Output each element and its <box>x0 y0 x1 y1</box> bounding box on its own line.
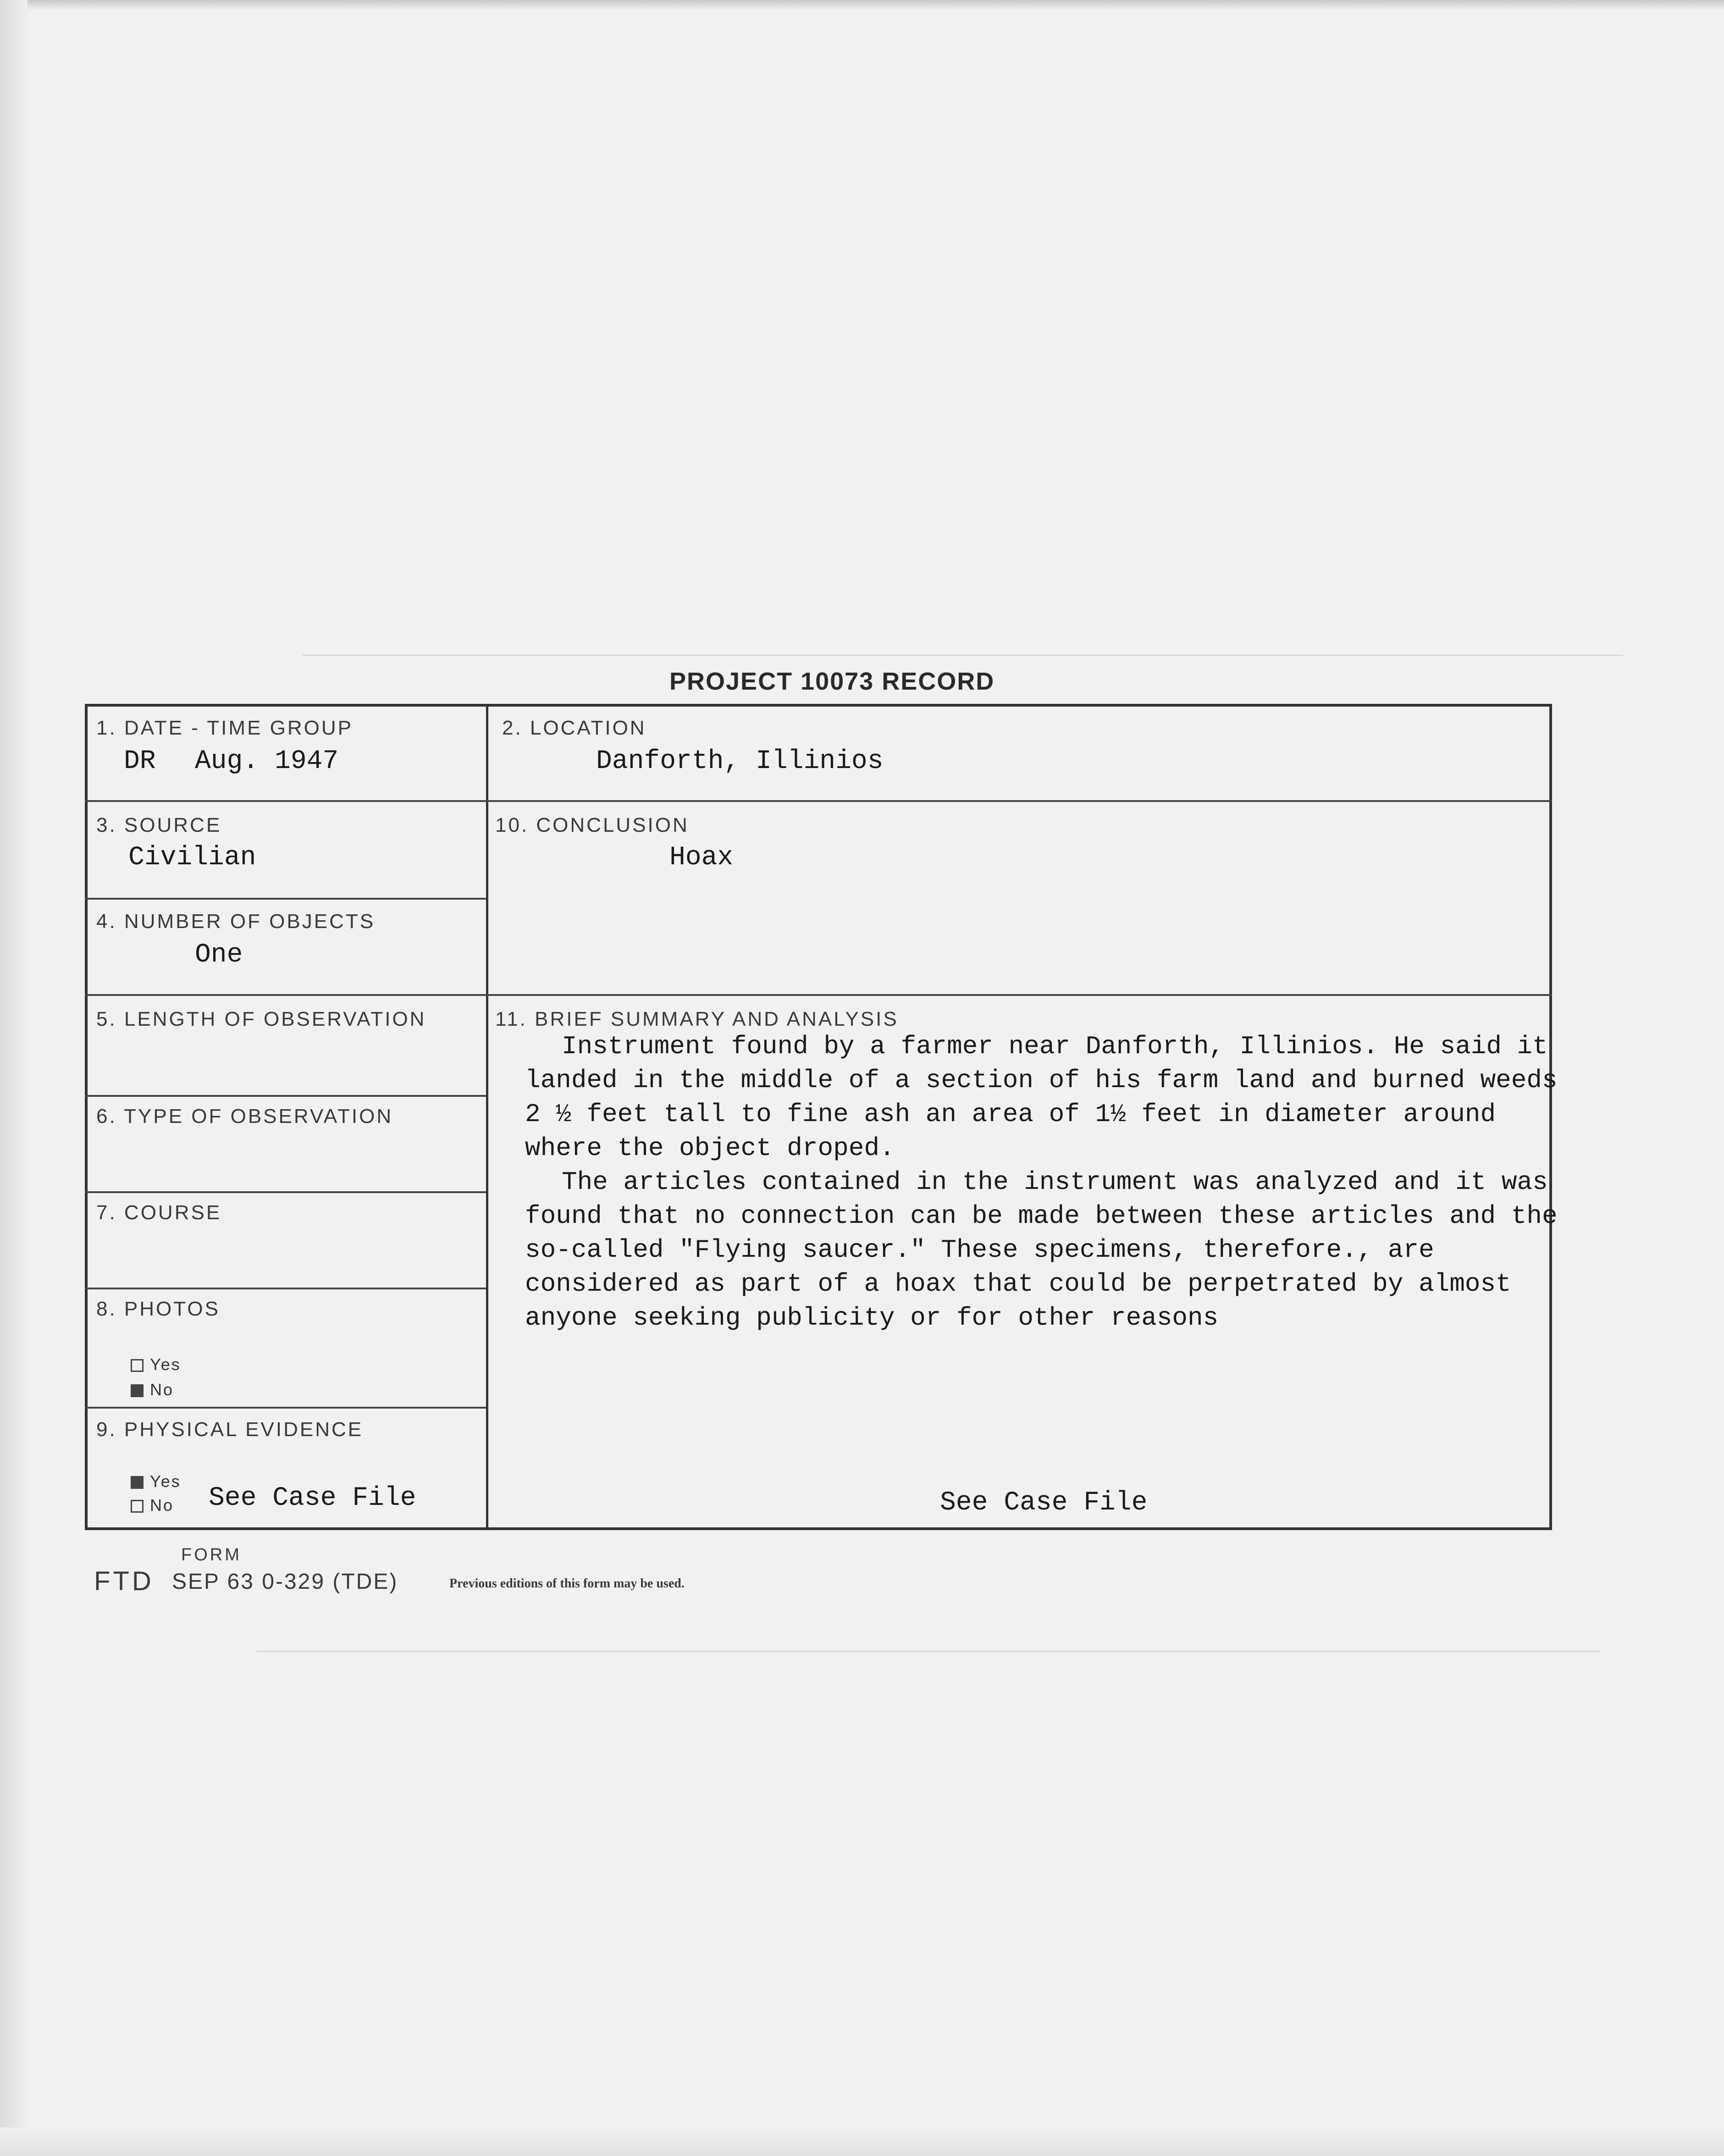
row-divider <box>85 1407 486 1409</box>
photos-yes-label: Yes <box>150 1355 181 1374</box>
footer-form-number: SEP 63 0-329 (TDE) <box>172 1570 398 1594</box>
photos-label: 8. PHOTOS <box>96 1298 220 1320</box>
course-label: 7. COURSE <box>96 1201 222 1224</box>
row-divider <box>85 994 1552 996</box>
row-divider <box>85 1288 486 1289</box>
summary-note: See Case File <box>940 1488 1148 1518</box>
physical-evidence-note: See Case File <box>209 1483 416 1513</box>
summary-body <box>525 1029 1580 1335</box>
footer-form-word: FORM <box>181 1545 242 1564</box>
scan-edge-top <box>0 0 1724 10</box>
date-prefix: DR <box>124 746 156 776</box>
length-label: 5. LENGTH OF OBSERVATION <box>96 1008 426 1030</box>
physical-evidence-label: 9. PHYSICAL EVIDENCE <box>96 1418 364 1441</box>
location-label: 2. LOCATION <box>502 717 646 739</box>
row-divider <box>85 800 1552 802</box>
checkbox-box <box>131 1500 144 1513</box>
photos-no-label: No <box>150 1380 174 1399</box>
row-divider <box>85 898 486 900</box>
type-label: 6. TYPE OF OBSERVATION <box>96 1105 393 1128</box>
objects-label: 4. NUMBER OF OBJECTS <box>96 910 376 933</box>
form-title: PROJECT 10073 RECORD <box>669 668 995 695</box>
checkbox-box <box>131 1384 144 1397</box>
scan-edge-bottom <box>0 2128 1724 2156</box>
row-divider <box>85 1191 486 1193</box>
scan-edge-left <box>0 0 28 2156</box>
date-value: Aug. 1947 <box>195 746 339 776</box>
summary-paragraph: Instrument found by a farmer near Danforth, Illinios. He said it landed in the middle of a section of his farm land and burned weeds 2 ½ feet tall to fine ash an area of 1½ feet in diameter around where the object droped. <box>525 1032 1573 1163</box>
physical-evidence-no-label: No <box>150 1496 174 1515</box>
physical-evidence-no-checkbox[interactable] <box>131 1496 174 1515</box>
summary-paragraph: The articles contained in the instrument was analyzed and it was found that no connection can be made between these articles and the so-called "Flying saucer." These specimens, therefore., are considered as part of a hoax that could be perpetrated by almost anyone seeking publicity or for other reasons <box>525 1167 1573 1332</box>
footer-form-id: FTD <box>94 1566 154 1596</box>
checkbox-box <box>131 1359 144 1372</box>
photos-no-checkbox[interactable] <box>131 1380 174 1399</box>
conclusion-label: 10. CONCLUSION <box>495 814 689 836</box>
checkbox-box <box>131 1476 144 1489</box>
row-divider <box>85 1095 486 1097</box>
column-divider <box>486 704 488 1530</box>
footer-notice: Previous editions of this form may be used. <box>449 1576 685 1591</box>
faint-rule <box>257 1651 1600 1652</box>
physical-evidence-yes-label: Yes <box>150 1472 181 1491</box>
conclusion-value: Hoax <box>669 843 734 873</box>
faint-rule <box>303 655 1623 656</box>
summary-label: 11. BRIEF SUMMARY AND ANALYSIS <box>495 1008 899 1030</box>
objects-value: One <box>195 940 243 970</box>
source-label: 3. SOURCE <box>96 814 222 836</box>
date-label: 1. DATE - TIME GROUP <box>96 717 353 739</box>
photos-yes-checkbox[interactable] <box>131 1355 181 1374</box>
location-value: Danforth, Illinios <box>596 746 884 776</box>
source-value: Civilian <box>128 843 256 873</box>
physical-evidence-yes-checkbox[interactable] <box>131 1472 181 1491</box>
